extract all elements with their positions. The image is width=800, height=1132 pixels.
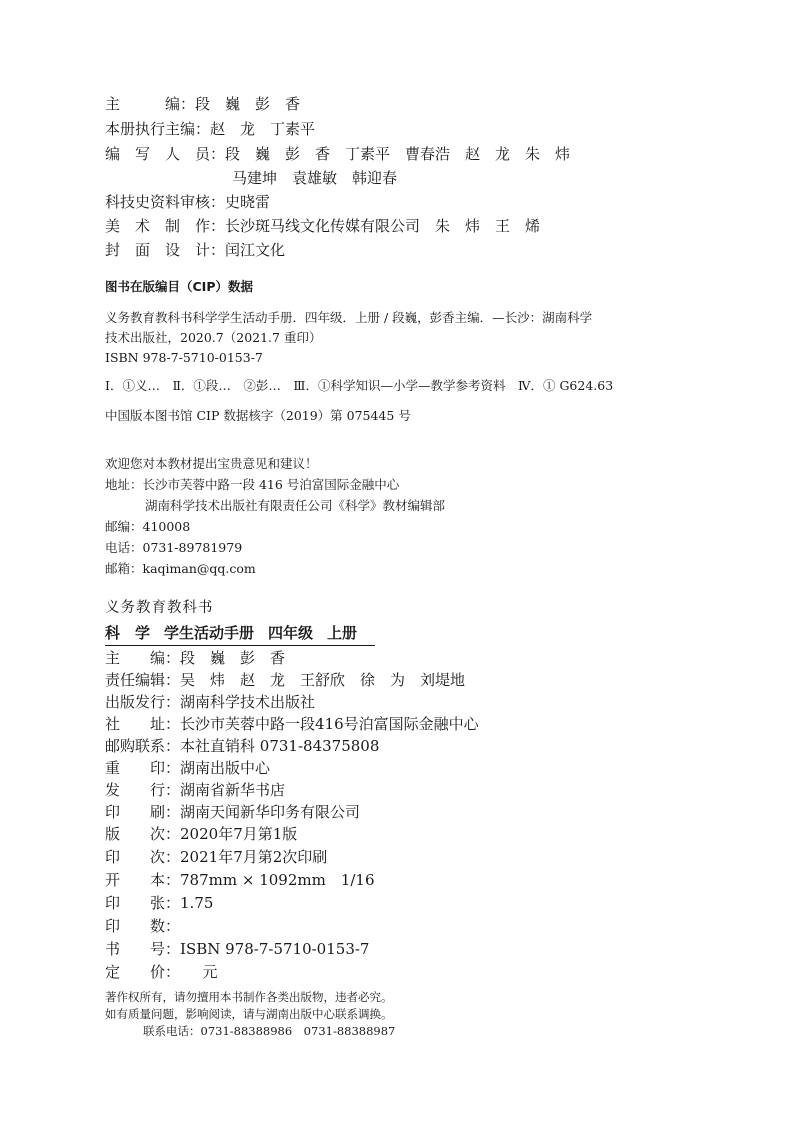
colophon-label: 重 印： [105,759,181,777]
colophon-value: 湖南天闻新华印务有限公司 [180,803,361,821]
book-title-subject: 科 学 [105,624,151,642]
credit-label: 封 面 设 计： [105,241,226,259]
cip-line: 义务教育教科书科学学生活动手册．四年级．上册 / 段巍，彭香主编．—长沙：湖南科学 [105,310,593,325]
colophon-value: 1.75 [180,894,214,912]
credit-row [232,170,397,186]
colophon-label: 开 本： [105,871,181,889]
colophon-value: ISBN 978-7-5710-0153-7 [180,940,370,958]
colophon-row [105,782,285,798]
credit-label: 美 术 制 作： [105,217,226,235]
colophon-value: 2020年7月第1版 [180,825,298,843]
feedback-address: 地址：长沙市芙蓉中路一段 416 号泊富国际金融中心 [105,477,400,492]
colophon-row [105,872,375,888]
colophon-row [105,941,369,957]
colophon-row [105,694,315,710]
credit-value: 闰江文化 [225,241,286,259]
colophon-value: 湖南科学技术出版社 [180,693,316,711]
book-title-grade: 四年级 [268,624,314,642]
contact-phones: 联系电话：0731-88388986 0731-88388987 [143,1024,396,1038]
credit-value: 长沙斑马线文化传媒有限公司 朱 炜 王 烯 [225,217,541,235]
cip-classification: Ⅰ．①义… Ⅱ．①段… ②彭… Ⅲ．①科学知识—小学—教学参考资料 Ⅳ．① G624.63 [105,378,614,393]
colophon-row [105,804,360,820]
colophon-label: 书 号： [105,940,181,958]
colophon-row [105,918,180,934]
colophon-label: 印 张： [105,894,181,912]
credit-value: 马建坤 袁雄敏 韩迎春 [232,169,398,187]
colophon-label: 发 行： [105,781,181,799]
colophon-label: 主 编： [105,649,181,667]
credit-row [105,121,315,137]
cip-isbn: ISBN 978-7-5710-0153-7 [105,350,263,365]
feedback-welcome: 欢迎您对本教材提出宝贵意见和建议！ [105,456,318,471]
colophon-value: 本社直销科 0731-84375808 [180,737,380,755]
colophon-label: 印 刷： [105,803,181,821]
colophon-value: 湖南出版中心 [180,759,271,777]
feedback-postcode: 邮编：410008 [105,519,191,534]
colophon-row [105,895,213,911]
colophon-label: 邮购联系： [105,737,181,755]
cip-line: 技术出版社，2020.7（2021.7 重印） [105,330,322,345]
credit-value: 赵 龙 丁素平 [210,120,316,138]
colophon-value: 段 巍 彭 香 [180,649,286,667]
colophon-label: 责任编辑： [105,671,181,689]
book-title-volume: 上册 [327,624,358,642]
colophon-value: 2021年7月第2次印刷 [180,848,328,866]
title-underline [105,645,375,646]
credit-label: 主 编： [105,95,196,113]
cip-record: 中国版本图书馆 CIP 数据核字（2019）第 075445 号 [105,408,411,423]
colophon-label: 印 次： [105,848,181,866]
credit-value: 段 巍 彭 香 [195,95,301,113]
book-title [105,626,371,641]
credit-label: 本册执行主编： [105,120,211,138]
colophon-label: 出版发行： [105,693,181,711]
colophon-row [105,760,270,776]
colophon-row [105,716,479,732]
book-series: 义务教育教科书 [105,600,214,616]
credit-row [105,194,270,210]
quality-notice: 如有质量问题，影响阅读，请与湖南出版中心联系调换。 [105,1007,393,1021]
credit-row [105,218,540,234]
colophon-value: 吴 炜 赵 龙 王舒欣 徐 为 刘堤地 [180,671,466,689]
credit-label: 科技史资料审核： [105,193,226,211]
colophon-value: 元 [172,963,218,981]
colophon-value: 长沙市芙蓉中路一段416号泊富国际金融中心 [180,715,479,733]
colophon-row [105,650,285,666]
colophon-label: 版 次： [105,825,181,843]
colophon-row [105,849,327,865]
credit-value: 段 巍 彭 香 丁素平 曹春浩 赵 龙 朱 炜 [225,145,571,163]
credit-label: 编 写 人 员： [105,145,226,163]
book-title-name: 学生活动手册 [164,624,255,642]
colophon-row [105,738,379,754]
colophon-label: 印 数： [105,917,181,935]
credit-row [105,96,300,112]
colophon-value: 湖南省新华书店 [180,781,286,799]
credit-value: 史晓雷 [225,193,271,211]
feedback-email: 邮箱：kaqiman@qq.com [105,561,256,576]
colophon-value: 787mm × 1092mm 1/16 [180,871,375,889]
colophon-label: 定 价： [105,963,173,981]
credit-row [105,146,570,162]
colophon-label: 社 址： [105,715,181,733]
copyright-notice: 著作权所有，请勿擅用本书制作各类出版物，违者必究。 [105,990,393,1004]
cip-title: 图书在版编目（CIP）数据 [105,279,253,294]
credit-row [105,242,285,258]
colophon-row [105,826,297,842]
feedback-phone: 电话：0731-89781979 [105,540,243,555]
colophon-row [105,964,218,980]
feedback-address-line2: 湖南科学技术出版社有限责任公司《科学》教材编辑部 [145,498,446,513]
colophon-row [105,672,465,688]
